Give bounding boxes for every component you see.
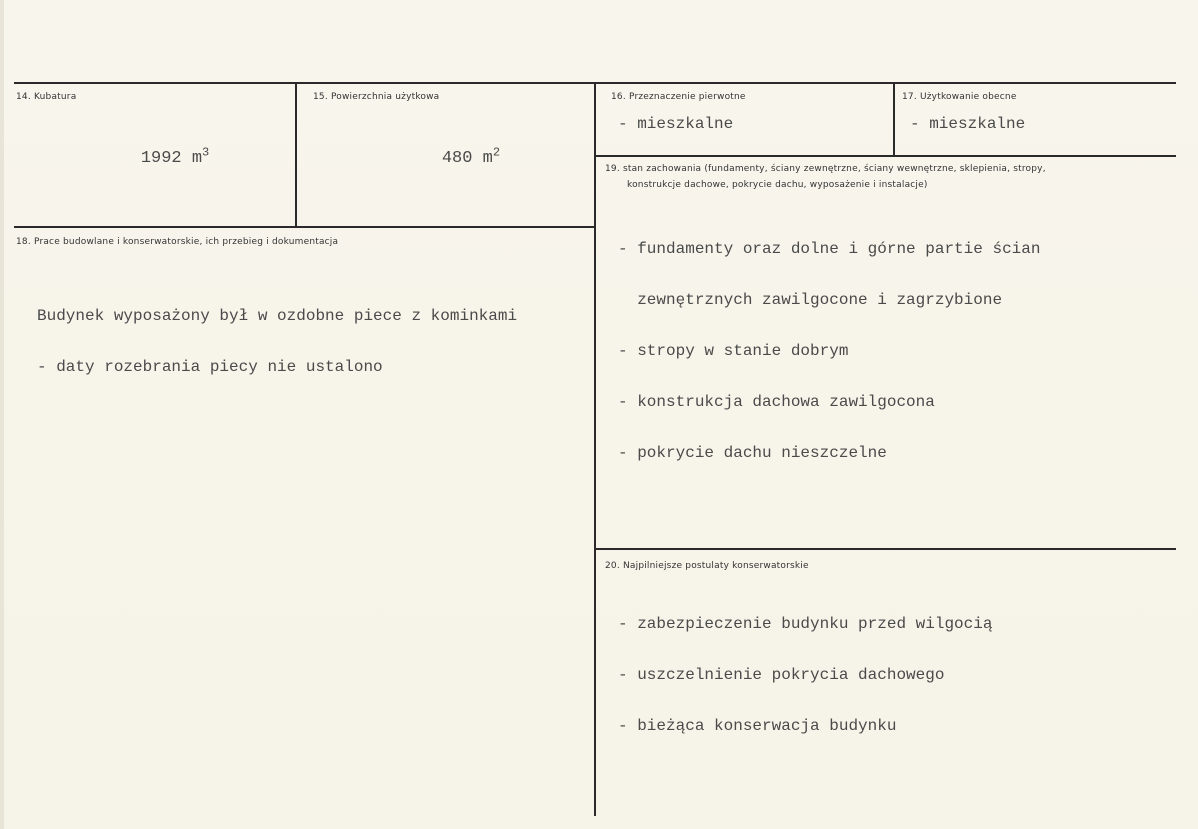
field-19-line: - stropy w stanie dobrym: [618, 342, 849, 360]
field-17-label: 17. Użytkowanie obecne: [902, 92, 1017, 102]
field-20-text: [618, 582, 992, 769]
card-edge: [0, 0, 4, 829]
rule-above-20: [596, 548, 1176, 550]
field-18-line: - daty rozebrania piecy nie ustalono: [37, 358, 383, 376]
field-18-line: Budynek wyposażony był w ozdobne piece z kominkami: [37, 307, 518, 325]
field-20-line: - uszczelnienie pokrycia dachowego: [618, 666, 945, 684]
center-divider: [594, 82, 596, 816]
field-19-label-line1: 19. stan zachowania (fundamenty, ściany zewnętrzne, ściany wewnętrzne, sklepienia, stropy,: [605, 164, 1046, 174]
field-14-value: [100, 133, 209, 184]
field-15-exponent: 2: [492, 145, 501, 160]
field-20-line: - zabezpieczenie budynku przed wilgocią: [618, 615, 993, 633]
field-19-line: - konstrukcja dachowa zawilgocona: [618, 393, 935, 411]
divider-14-15: [295, 82, 297, 227]
field-18-label: 18. Prace budowlane i konserwatorskie, ich przebieg i dokumentacja: [16, 237, 339, 247]
field-18-text: [37, 274, 517, 410]
field-19-line: zewnętrznych zawilgocone i zagrzybione: [618, 291, 1003, 309]
field-14-number: 1992: [140, 149, 182, 168]
rule-under-16-17: [596, 155, 1176, 157]
field-16-value: - mieszkalne: [618, 115, 734, 133]
field-14-exponent: 3: [202, 145, 210, 160]
field-19-line: - fundamenty oraz dolne i górne partie ścian: [618, 240, 1041, 258]
divider-16-17: [893, 82, 895, 156]
field-15-number: 480: [441, 149, 473, 168]
field-19-label-line2: konstrukcje dachowe, pokrycie dachu, wyposażenie i instalacje): [627, 180, 928, 190]
rule-under-14-15: [14, 226, 596, 228]
field-20-line: - bieżąca konserwacja budynku: [618, 717, 897, 735]
field-15-label: 15. Powierzchnia użytkowa: [313, 92, 440, 102]
field-19-line: - pokrycie dachu nieszczelne: [618, 444, 887, 462]
field-15-value: [401, 133, 500, 184]
field-14-label: 14. Kubatura: [16, 92, 77, 102]
field-20-label: 20. Najpilniejsze postulaty konserwatorskie: [605, 561, 809, 571]
field-17-value: - mieszkalne: [910, 115, 1026, 133]
field-15-unit: m: [482, 149, 493, 168]
field-19-text: [618, 207, 1040, 496]
field-16-label: 16. Przeznaczenie pierwotne: [611, 92, 746, 102]
field-14-unit: m: [191, 149, 203, 168]
